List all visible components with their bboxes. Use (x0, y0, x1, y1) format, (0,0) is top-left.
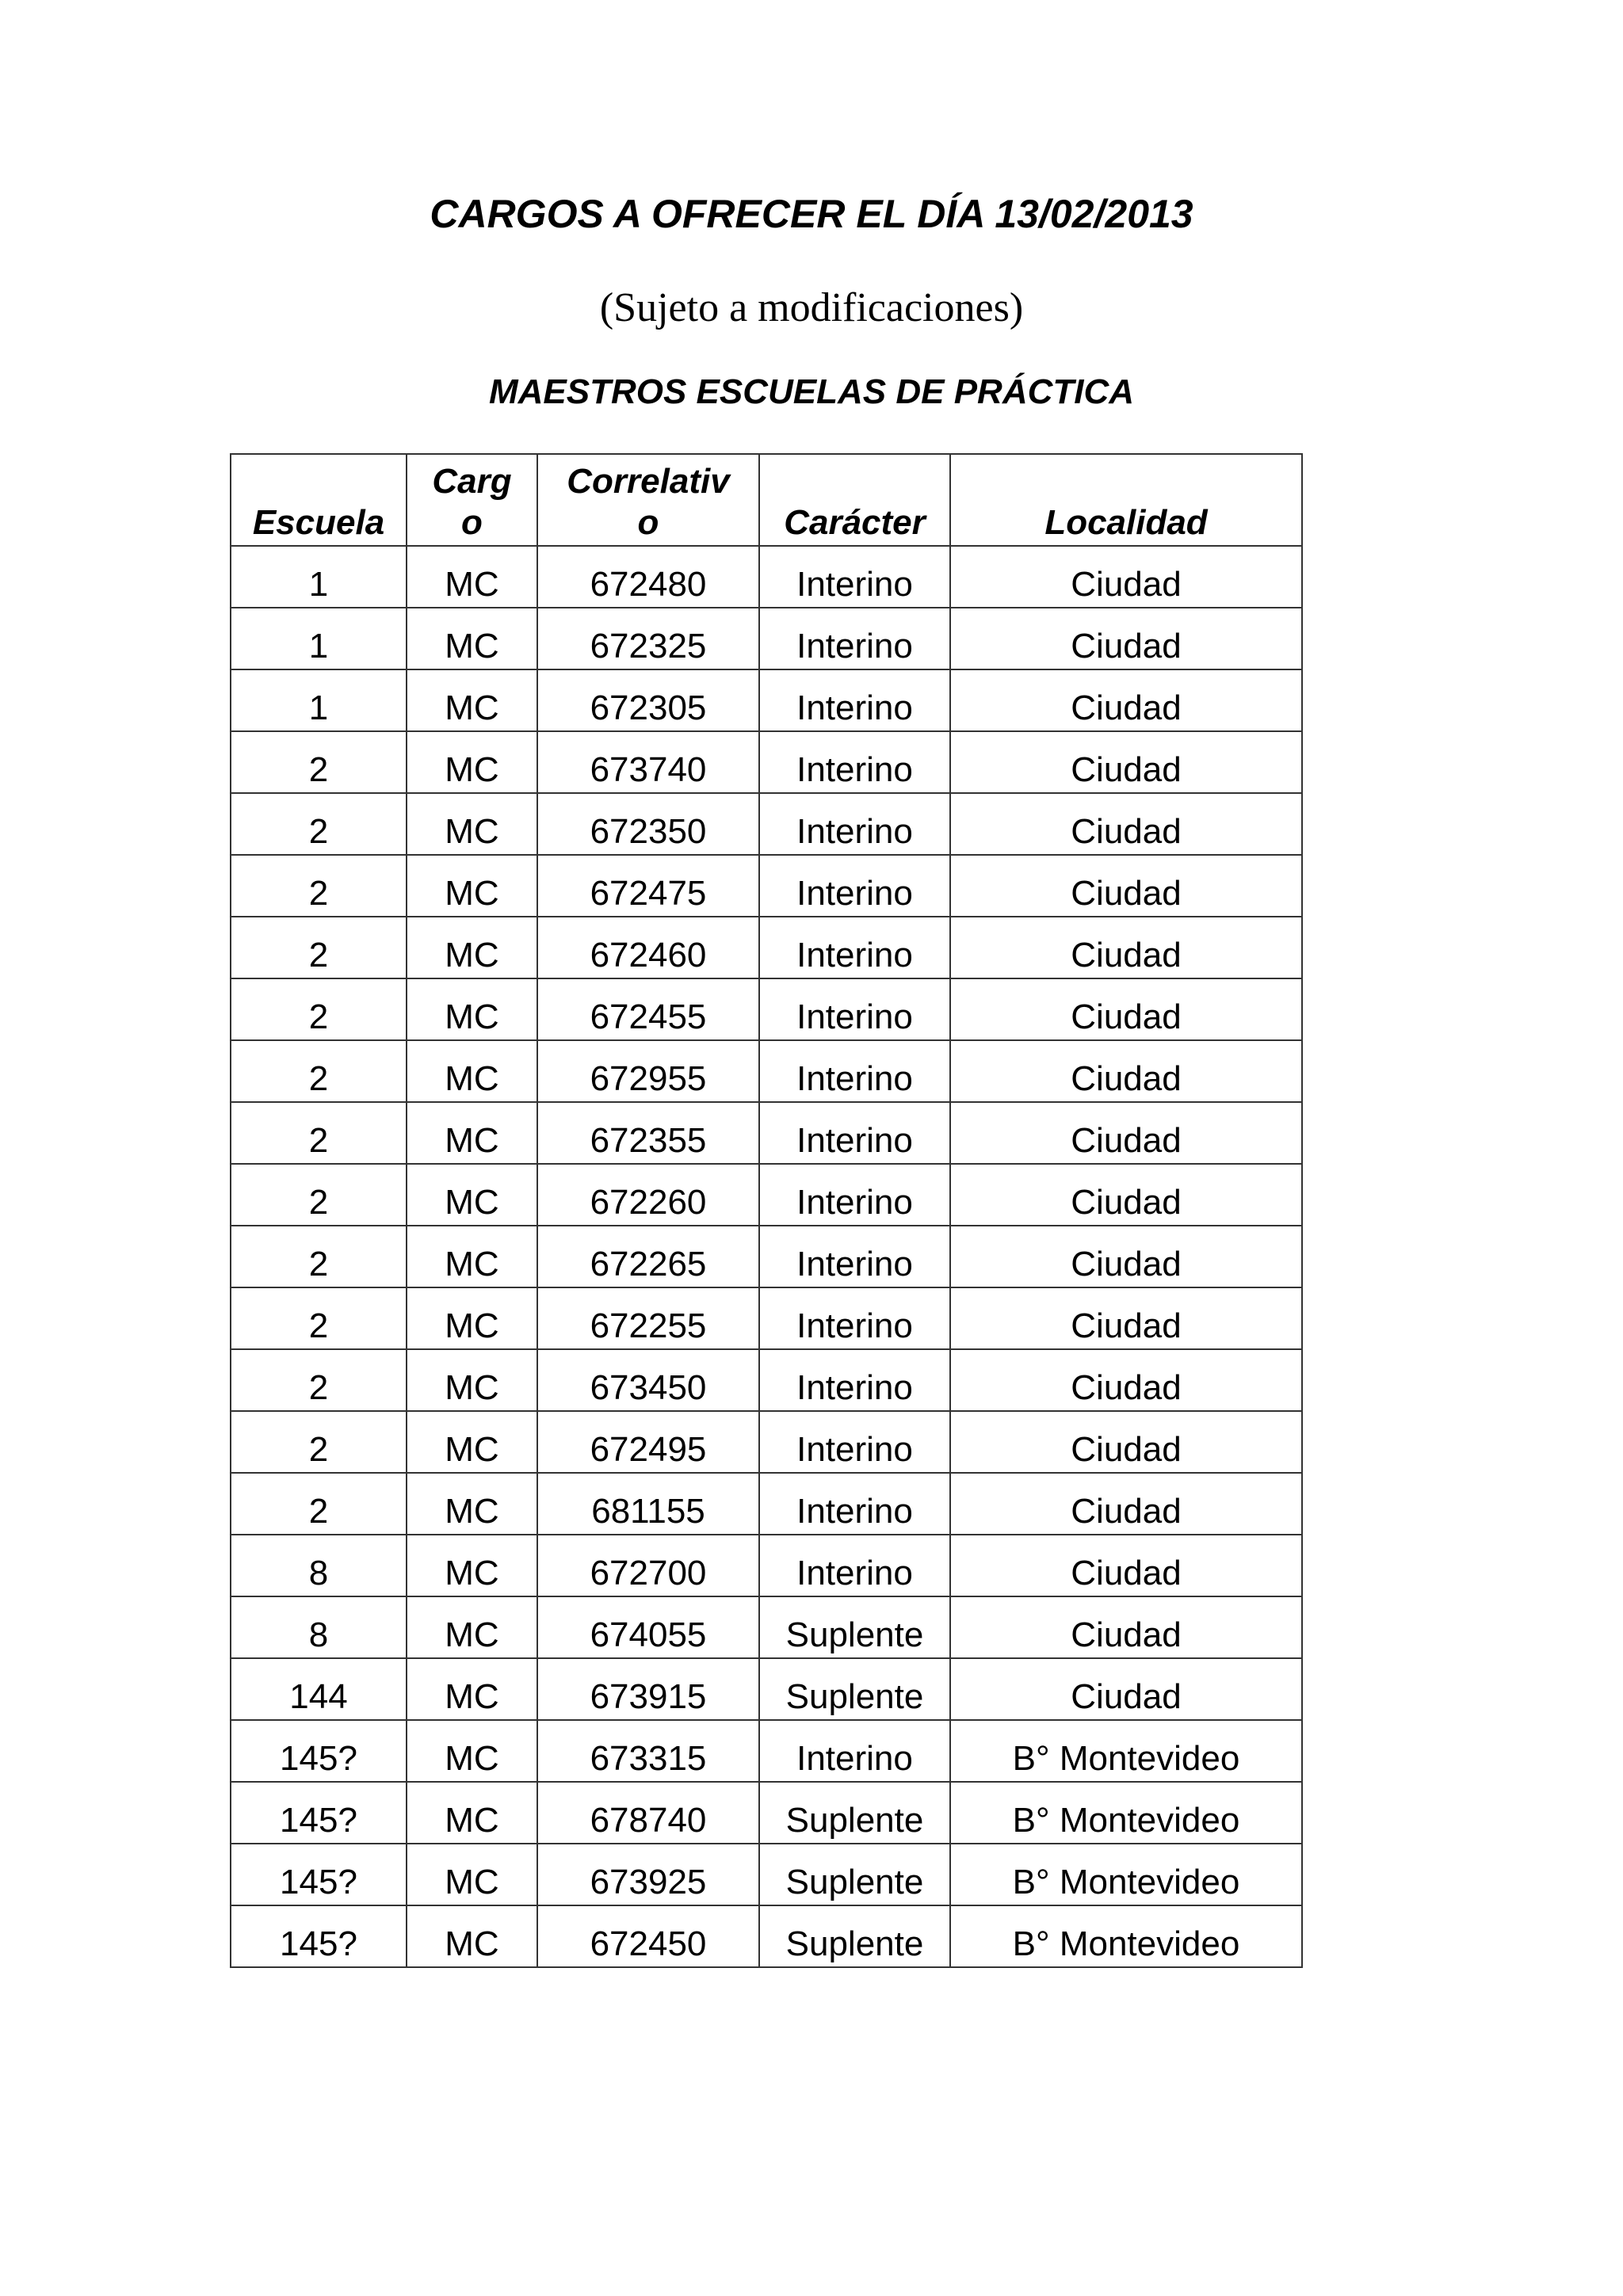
escuela-cell: 2 (231, 1226, 407, 1287)
caracter-cell: Interino (759, 1164, 950, 1226)
escuela-cell: 2 (231, 1040, 407, 1102)
header-escuela: Escuela (231, 454, 407, 546)
caracter-cell: Interino (759, 1411, 950, 1473)
caracter-cell: Interino (759, 793, 950, 855)
table-row (231, 546, 1302, 608)
escuela-cell: 2 (231, 793, 407, 855)
correlativo-cell: 672265 (537, 1226, 759, 1287)
cargo-cell: MC (407, 608, 537, 669)
escuela-cell: 144 (231, 1658, 407, 1720)
caracter-cell: Interino (759, 669, 950, 731)
caracter-cell: Interino (759, 1287, 950, 1349)
correlativo-cell: 673915 (537, 1658, 759, 1720)
caracter-cell: Interino (759, 1473, 950, 1535)
localidad-cell: Ciudad (950, 669, 1302, 731)
header-cargo-line-2: o (461, 503, 483, 542)
escuela-cell: 2 (231, 731, 407, 793)
correlativo-cell: 673450 (537, 1349, 759, 1411)
escuela-cell: 1 (231, 546, 407, 608)
correlativo-cell: 672350 (537, 793, 759, 855)
positions-table (230, 453, 1303, 1968)
caracter-cell: Suplente (759, 1844, 950, 1905)
correlativo-cell: 672480 (537, 546, 759, 608)
caracter-cell: Interino (759, 1040, 950, 1102)
table-row (231, 1905, 1302, 1967)
escuela-cell: 8 (231, 1596, 407, 1658)
correlativo-cell: 672355 (537, 1102, 759, 1164)
cargo-cell: MC (407, 1226, 537, 1287)
localidad-cell: Ciudad (950, 608, 1302, 669)
correlativo-cell: 672255 (537, 1287, 759, 1349)
correlativo-cell: 673925 (537, 1844, 759, 1905)
document-subtitle: (Sujeto a modificaciones) (599, 285, 1024, 330)
header-correlativo-line-2: o (637, 503, 659, 542)
caracter-cell: Interino (759, 917, 950, 978)
localidad-cell: B° Montevideo (950, 1782, 1302, 1844)
header-localidad: Localidad (950, 454, 1302, 546)
localidad-cell: Ciudad (950, 1287, 1302, 1349)
caracter-cell: Interino (759, 1226, 950, 1287)
caracter-cell: Suplente (759, 1905, 950, 1967)
escuela-cell: 2 (231, 855, 407, 917)
localidad-cell: B° Montevideo (950, 1720, 1302, 1782)
table-row (231, 608, 1302, 669)
escuela-cell: 8 (231, 1535, 407, 1596)
localidad-cell: B° Montevideo (950, 1905, 1302, 1967)
table-row (231, 1596, 1302, 1658)
localidad-cell: Ciudad (950, 1349, 1302, 1411)
cargo-cell: MC (407, 546, 537, 608)
cargo-cell: MC (407, 1102, 537, 1164)
escuela-cell: 1 (231, 608, 407, 669)
caracter-cell: Interino (759, 1349, 950, 1411)
caracter-cell: Interino (759, 855, 950, 917)
table-row (231, 917, 1302, 978)
table-row (231, 1844, 1302, 1905)
table-row (231, 1782, 1302, 1844)
cargo-cell: MC (407, 1349, 537, 1411)
correlativo-cell: 672700 (537, 1535, 759, 1596)
table-row (231, 1164, 1302, 1226)
correlativo-cell: 672325 (537, 608, 759, 669)
escuela-cell: 2 (231, 1164, 407, 1226)
table-row (231, 1411, 1302, 1473)
escuela-cell: 2 (231, 1102, 407, 1164)
table-row (231, 1287, 1302, 1349)
correlativo-cell: 681155 (537, 1473, 759, 1535)
table-row (231, 1720, 1302, 1782)
localidad-cell: Ciudad (950, 1040, 1302, 1102)
cargo-cell: MC (407, 855, 537, 917)
caracter-cell: Suplente (759, 1782, 950, 1844)
table-row (231, 1535, 1302, 1596)
escuela-cell: 2 (231, 917, 407, 978)
table-row (231, 669, 1302, 731)
localidad-cell: Ciudad (950, 546, 1302, 608)
localidad-cell: Ciudad (950, 1473, 1302, 1535)
cargo-cell: MC (407, 1844, 537, 1905)
caracter-cell: Interino (759, 608, 950, 669)
correlativo-cell: 672460 (537, 917, 759, 978)
section-heading: MAESTROS ESCUELAS DE PRÁCTICA (488, 372, 1135, 411)
localidad-cell: Ciudad (950, 1102, 1302, 1164)
table-row (231, 978, 1302, 1040)
cargo-cell: MC (407, 731, 537, 793)
localidad-cell: Ciudad (950, 1596, 1302, 1658)
table-row (231, 1102, 1302, 1164)
escuela-cell: 145? (231, 1905, 407, 1967)
header-cargo-line-1: Carg (432, 462, 512, 501)
table-row (231, 793, 1302, 855)
localidad-cell: Ciudad (950, 1164, 1302, 1226)
correlativo-cell: 672450 (537, 1905, 759, 1967)
table-row (231, 1473, 1302, 1535)
table-body (231, 546, 1302, 1967)
escuela-cell: 2 (231, 1473, 407, 1535)
cargo-cell: MC (407, 1287, 537, 1349)
caracter-cell: Interino (759, 731, 950, 793)
table-row (231, 1658, 1302, 1720)
escuela-cell: 2 (231, 1411, 407, 1473)
caracter-cell: Interino (759, 1102, 950, 1164)
caracter-cell: Interino (759, 1535, 950, 1596)
table-row (231, 1040, 1302, 1102)
header-cargo (407, 454, 537, 546)
header-caracter: Carácter (759, 454, 950, 546)
escuela-cell: 2 (231, 1349, 407, 1411)
correlativo-cell: 673315 (537, 1720, 759, 1782)
caracter-cell: Suplente (759, 1596, 950, 1658)
localidad-cell: Ciudad (950, 793, 1302, 855)
caracter-cell: Interino (759, 978, 950, 1040)
escuela-cell: 2 (231, 978, 407, 1040)
localidad-cell: B° Montevideo (950, 1844, 1302, 1905)
escuela-cell: 145? (231, 1844, 407, 1905)
correlativo-cell: 672305 (537, 669, 759, 731)
correlativo-cell: 672475 (537, 855, 759, 917)
correlativo-cell: 672260 (537, 1164, 759, 1226)
localidad-cell: Ciudad (950, 978, 1302, 1040)
localidad-cell: Ciudad (950, 731, 1302, 793)
cargo-cell: MC (407, 1040, 537, 1102)
cargo-cell: MC (407, 1411, 537, 1473)
cargo-cell: MC (407, 793, 537, 855)
document-title: CARGOS A OFRECER EL DÍA 13/02/2013 (430, 192, 1193, 236)
caracter-cell: Suplente (759, 1658, 950, 1720)
localidad-cell: Ciudad (950, 917, 1302, 978)
escuela-cell: 145? (231, 1720, 407, 1782)
localidad-cell: Ciudad (950, 1658, 1302, 1720)
correlativo-cell: 678740 (537, 1782, 759, 1844)
cargo-cell: MC (407, 1905, 537, 1967)
table-header-row (231, 454, 1302, 546)
escuela-cell: 145? (231, 1782, 407, 1844)
correlativo-cell: 674055 (537, 1596, 759, 1658)
cargo-cell: MC (407, 1782, 537, 1844)
correlativo-cell: 672455 (537, 978, 759, 1040)
correlativo-cell: 673740 (537, 731, 759, 793)
table-row (231, 1349, 1302, 1411)
localidad-cell: Ciudad (950, 1411, 1302, 1473)
cargo-cell: MC (407, 978, 537, 1040)
cargo-cell: MC (407, 1658, 537, 1720)
header-correlativo (537, 454, 759, 546)
caracter-cell: Interino (759, 1720, 950, 1782)
table-row (231, 731, 1302, 793)
localidad-cell: Ciudad (950, 855, 1302, 917)
caracter-cell: Interino (759, 546, 950, 608)
cargo-cell: MC (407, 1535, 537, 1596)
cargo-cell: MC (407, 917, 537, 978)
table-row (231, 855, 1302, 917)
header-correlativo-line-1: Correlativ (567, 462, 730, 501)
cargo-cell: MC (407, 1596, 537, 1658)
cargo-cell: MC (407, 1164, 537, 1226)
correlativo-cell: 672955 (537, 1040, 759, 1102)
correlativo-cell: 672495 (537, 1411, 759, 1473)
cargo-cell: MC (407, 1473, 537, 1535)
cargo-cell: MC (407, 669, 537, 731)
escuela-cell: 2 (231, 1287, 407, 1349)
localidad-cell: Ciudad (950, 1535, 1302, 1596)
cargo-cell: MC (407, 1720, 537, 1782)
localidad-cell: Ciudad (950, 1226, 1302, 1287)
escuela-cell: 1 (231, 669, 407, 731)
table-row (231, 1226, 1302, 1287)
